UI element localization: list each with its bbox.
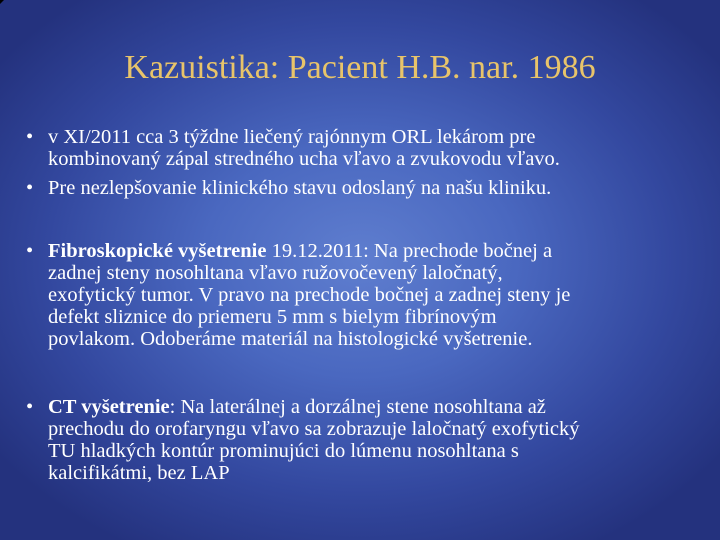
- ct-item: [24, 396, 704, 484]
- text-line: TU hladkých kontúr prominujúci do lúmenu nosohltana s: [48, 440, 519, 462]
- fibroscopy-section: [24, 240, 704, 350]
- corner-mark: [0, 0, 4, 4]
- history-section: [24, 126, 704, 199]
- referral-item: [24, 177, 704, 199]
- fibroscopy-item: [24, 240, 704, 350]
- bullet-icon: •: [26, 396, 34, 418]
- ct-heading: CT vyšetrenie: [48, 396, 170, 418]
- bullet-icon: •: [26, 177, 34, 199]
- text-line: kalcifikátmi, bez LAP: [48, 462, 230, 484]
- fibroscopy-heading: Fibroskopické vyšetrenie: [48, 240, 267, 262]
- text-line: exofytický tumor. V pravo na prechode bočnej a zadnej steny je: [48, 284, 571, 306]
- text-line: povlakom. Odoberáme materiál na histologické vyšetrenie.: [48, 328, 533, 350]
- bullet-icon: •: [26, 126, 34, 148]
- text-line: [48, 240, 704, 262]
- text-line: v XI/2011 cca 3 týždne liečený rajónnym ORL lekárom pre: [48, 126, 536, 148]
- fibroscopy-first-line: 19.12.2011: Na prechode bočnej a: [266, 240, 553, 262]
- ct-section: [24, 396, 704, 484]
- text-line: [48, 396, 704, 418]
- text-line: zadnej steny nosohltana vľavo ružovočevený laločnatý,: [48, 262, 503, 284]
- text-line: Pre nezlepšovanie klinického stavu odoslaný na našu kliniku.: [48, 177, 552, 199]
- ct-first-line: : Na laterálnej a dorzálnej stene nosohltana až: [169, 396, 546, 418]
- slide-title: Kazuistika: Pacient H.B. nar. 1986: [124, 49, 596, 86]
- text-line: defekt sliznice do priemeru 5 mm s bielym fibrínovým: [48, 306, 497, 328]
- bullet-icon: •: [26, 240, 34, 262]
- text-line: kombinovaný zápal stredného ucha vľavo a zvukovodu vľavo.: [48, 148, 560, 170]
- text-line: prechodu do orofaryngu vľavo sa zobrazuje laločnatý exofytický: [48, 418, 580, 440]
- history-item: [24, 126, 704, 170]
